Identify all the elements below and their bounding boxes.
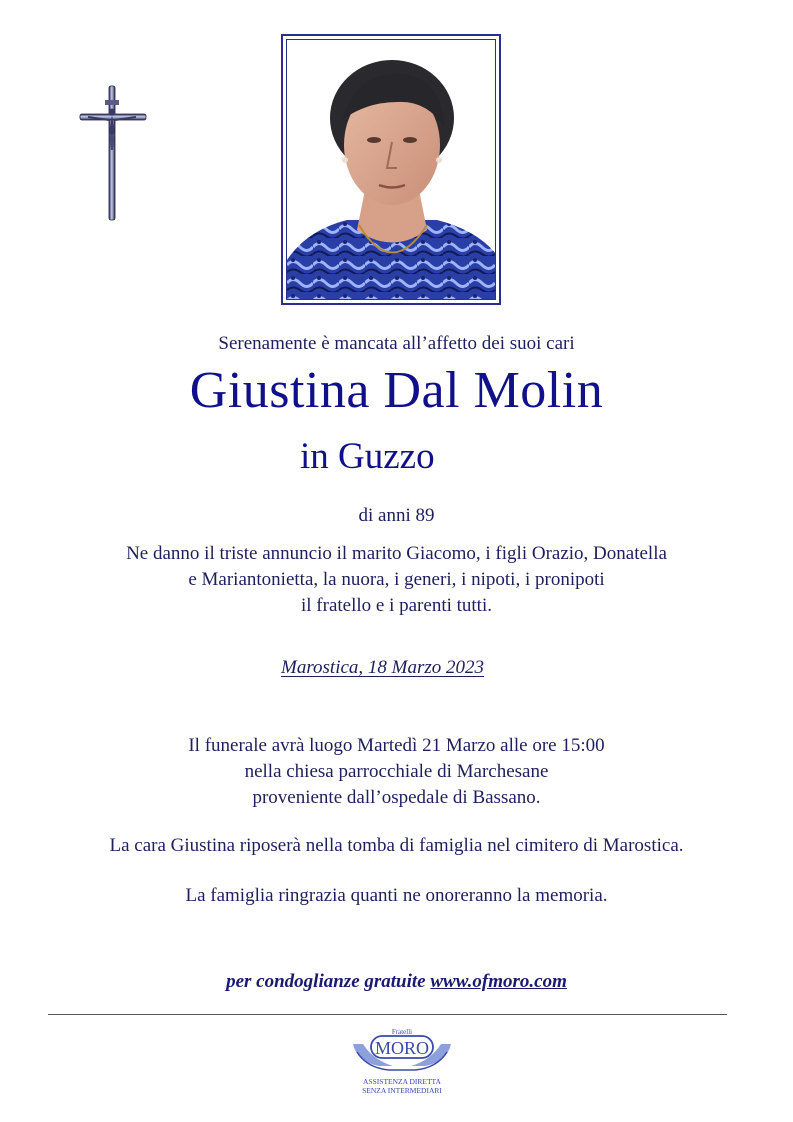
divider bbox=[48, 1014, 727, 1015]
crucifix-icon bbox=[78, 84, 148, 224]
announcement-block bbox=[0, 541, 793, 619]
funeral-home-logo bbox=[349, 1026, 455, 1098]
intro-text: Serenamente è mancata all’affetto dei suoi cari bbox=[218, 333, 575, 354]
thanks-text: La famiglia ringrazia quanti ne onoreranno la memoria. bbox=[185, 885, 608, 906]
logo-small-text: Fratelli bbox=[391, 1028, 413, 1036]
age-text: di anni 89 bbox=[358, 505, 435, 526]
place-date: Marostica, 18 Marzo 2023 bbox=[281, 657, 485, 678]
condolences-link[interactable]: www.ofmoro.com bbox=[430, 971, 567, 992]
married-name: in Guzzo bbox=[300, 436, 435, 477]
burial-text: La cara Giustina riposerà nella tomba di famiglia nel cimitero di Marostica. bbox=[109, 835, 684, 856]
condolences-line bbox=[0, 971, 793, 993]
portrait-frame bbox=[281, 34, 501, 305]
portrait-photo bbox=[286, 39, 496, 300]
deceased-name: Giustina Dal Molin bbox=[189, 362, 604, 419]
logo-tagline-1: ASSISTENZA DIRETTA bbox=[363, 1077, 441, 1086]
condolences-text: per condoglianze gratuite bbox=[226, 971, 426, 992]
announcement-line: e Mariantonietta, la nuora, i generi, i nipoti, i pronipoti bbox=[188, 569, 605, 590]
funeral-line: nella chiesa parrocchiale di Marchesane bbox=[244, 761, 549, 782]
announcement-line: Ne danno il triste annuncio il marito Giacomo, i figli Orazio, Donatella bbox=[126, 543, 667, 564]
funeral-line: proveniente dall’ospedale di Bassano. bbox=[252, 787, 541, 808]
funeral-block bbox=[0, 733, 793, 811]
logo-tagline-2: SENZA INTERMEDIARI bbox=[362, 1086, 442, 1095]
announcement-line: il fratello e i parenti tutti. bbox=[301, 595, 492, 616]
funeral-line: Il funerale avrà luogo Martedì 21 Marzo alle ore 15:00 bbox=[188, 735, 605, 756]
logo-brand: MORO bbox=[374, 1038, 430, 1058]
